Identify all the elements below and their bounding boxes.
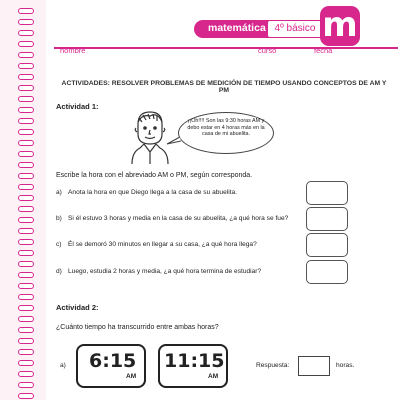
binding-ring xyxy=(18,30,34,36)
binding-ring xyxy=(18,195,34,201)
activity-2-label: Actividad 2: xyxy=(56,303,99,312)
binding-ring xyxy=(18,327,34,333)
binding-ring xyxy=(18,239,34,245)
subject-name: matemática xyxy=(208,22,266,34)
binding-ring xyxy=(18,129,34,135)
binding-ring xyxy=(18,184,34,190)
course-field-label: curso xyxy=(258,46,277,55)
binding-ring xyxy=(18,63,34,69)
question-letter: a) xyxy=(56,189,62,196)
question-4 xyxy=(56,268,261,275)
answer-box-3[interactable] xyxy=(306,233,348,257)
clock-1-ampm: AM xyxy=(126,373,137,380)
logo: m xyxy=(320,6,360,46)
question-text: Él se demoró 30 minutos en llegar a su casa, ¿a qué hora llega? xyxy=(68,241,257,248)
fields-divider xyxy=(54,47,398,49)
answer-box-4[interactable] xyxy=(306,260,348,284)
question-letter: b) xyxy=(56,215,62,222)
question-letter: c) xyxy=(56,241,62,248)
binding-ring xyxy=(18,19,34,25)
grade-label: 4º básico xyxy=(268,21,322,37)
binding-ring xyxy=(18,349,34,355)
binding-ring xyxy=(18,338,34,344)
binding-ring xyxy=(18,118,34,124)
binding-ring xyxy=(18,316,34,322)
binding-ring xyxy=(18,228,34,234)
binding-ring xyxy=(18,360,34,366)
answer-box[interactable] xyxy=(298,356,330,376)
binding-ring xyxy=(18,305,34,311)
binding-ring xyxy=(18,283,34,289)
answer-label: Respuesta: xyxy=(256,362,290,369)
binding-ring xyxy=(18,261,34,267)
speech-text: ¡¡Oh!!!! Son las 9:30 horas AM y debo estar en 4 horas más en la casa de mi abuelita. xyxy=(187,118,265,138)
row-letter-a: a) xyxy=(60,362,66,369)
binding-ring xyxy=(18,250,34,256)
binding-ring xyxy=(18,107,34,113)
binding-ring xyxy=(18,393,34,399)
binding-ring xyxy=(18,382,34,388)
question-3 xyxy=(56,241,257,248)
binding-ring xyxy=(18,294,34,300)
binding-ring xyxy=(18,173,34,179)
binding-ring xyxy=(18,96,34,102)
binding-ring xyxy=(18,162,34,168)
question-letter: d) xyxy=(56,268,62,275)
spiral-binding xyxy=(0,0,46,400)
question-1 xyxy=(56,189,237,196)
binding-ring xyxy=(18,41,34,47)
binding-ring xyxy=(18,85,34,91)
binding-ring xyxy=(18,52,34,58)
binding-ring xyxy=(18,74,34,80)
clock-2-time: 11:15 xyxy=(164,350,225,372)
answer-box-1[interactable] xyxy=(306,181,348,205)
name-field-label: nombre xyxy=(60,46,86,55)
binding-ring xyxy=(18,371,34,377)
activity-2-question: ¿Cuánto tiempo ha transcurrido entre ambas horas? xyxy=(56,324,219,331)
binding-ring xyxy=(18,272,34,278)
question-text: Si él estuvo 3 horas y media en la casa de su abuelita, ¿a qué hora se fue? xyxy=(68,215,289,222)
binding-ring xyxy=(18,217,34,223)
binding-ring xyxy=(18,206,34,212)
clock-1-time: 6:15 xyxy=(89,350,137,372)
speech-bubble-tail xyxy=(166,136,182,146)
page-title: ACTIVIDADES: RESOLVER PROBLEMAS DE MEDICIÓN DE TIEMPO USANDO CONCEPTOS DE AM Y PM xyxy=(61,80,387,94)
binding-ring xyxy=(18,151,34,157)
question-text: Luego, estudia 2 horas y media, ¿a qué hora termina de estudiar? xyxy=(68,268,262,275)
clock-2-ampm: AM xyxy=(208,373,219,380)
header xyxy=(46,0,400,60)
answer-unit: horas. xyxy=(336,362,355,369)
binding-ring xyxy=(18,8,34,14)
question-2 xyxy=(56,215,288,222)
date-field-label: fecha xyxy=(314,46,333,55)
question-text: Anota la hora en que Diego llega a la casa de su abuelita. xyxy=(68,189,237,196)
binding-ring xyxy=(18,140,34,146)
activity-1-label: Actividad 1: xyxy=(56,102,99,111)
activity-1-instruction: Escribe la hora con el abreviado AM o PM, según corresponda. xyxy=(56,172,253,179)
answer-box-2[interactable] xyxy=(306,207,348,231)
